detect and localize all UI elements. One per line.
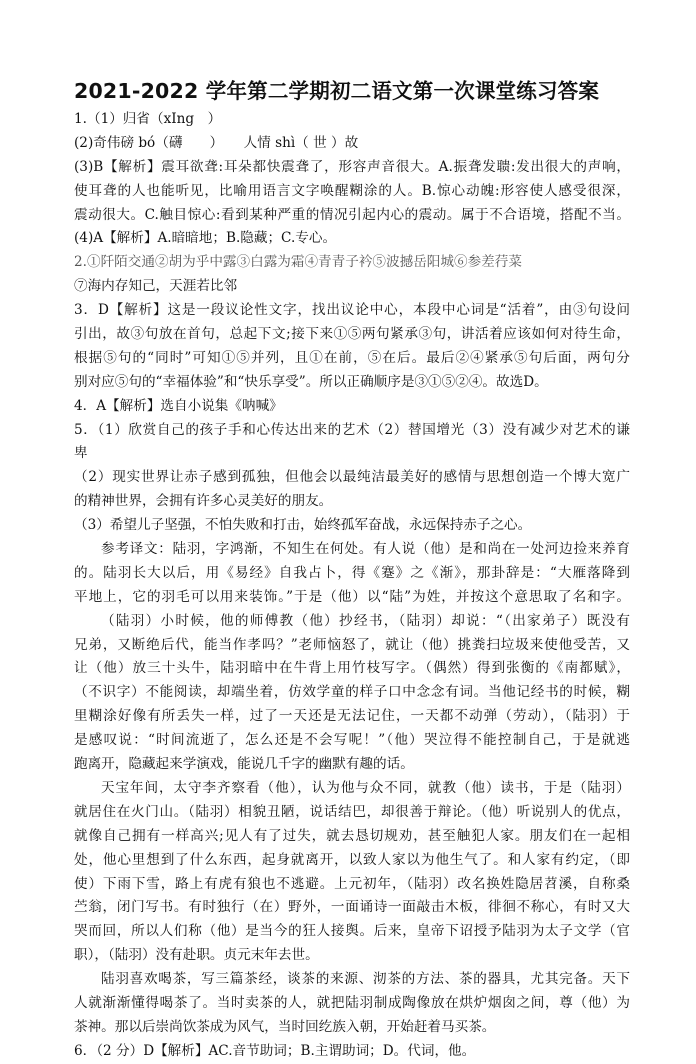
text-line: 卑: [74, 445, 88, 462]
text-line: （2）现实世界让赤子感到孤独，但他会以最纯洁最美好的感情与思想创造一个博大宽广: [74, 469, 630, 486]
text-line: 根据⑤句的“同时”可知①⑤并列，且①在前，⑤在后。最后②④紧承⑤句后面，两句分: [74, 349, 630, 366]
text-line: 平地上，它的羽毛可以用来装饰。”于是（他）以“陆”为姓，并按这个意思取了名和字。: [74, 588, 630, 605]
text-line: ⑦海内存知己，天涯若比邻: [74, 278, 238, 295]
text-line: 别对应⑤句的“幸福体验”和“快乐享受”。所以正确顺序是③①⑤②④。故选D。: [74, 373, 548, 390]
text-line: 参考译文：陆羽，字鸿渐，不知生在何处。有人说（他）是和尚在一处河边捡来养育: [101, 541, 630, 558]
text-line: 处，他心里想到了什么东西，起身就离开，以致人家以为他生气了。和人家有约定，（即: [74, 851, 630, 868]
answer-body: [74, 108, 630, 1064]
text-line: 震动很大。C.触目惊心:看到某种严重的情况引起内心的震动。属于不合语境，搭配不当。: [74, 206, 630, 223]
text-line: 人就渐渐懂得喝茶了。当时卖茶的人，就把陆羽制成陶像放在烘炉烟囱之间，尊（他）为: [74, 994, 630, 1011]
text-line: 的精神世界，会拥有许多心灵美好的朋友。: [74, 493, 333, 510]
text-line: 1.（1）归省（xIng ）: [74, 111, 222, 127]
text-line: 职），（陆羽）没有赴职。贞元末年去世。: [74, 947, 319, 964]
text-line: 就居住在火门山。（陆羽）相貌丑陋，说话结巴，却很善于辩论。（他）听说别人的优点，: [74, 803, 630, 820]
text-line: (3)B【解析】震耳欲聋:耳朵都快震聋了，形容声音很大。A.振聋发聩:发出很大的声响，: [74, 158, 630, 175]
text-line: 让（他）放三十头牛，陆羽暗中在牛背上用竹枝写字。（偶然）得到张衡的《南都赋》，: [74, 660, 630, 677]
text-line: 5．（1）欣赏自己的孩子手和心传达出来的艺术（2）替国增光（3）没有减少对艺术的谦: [74, 421, 630, 438]
text-line: 天宝年间，太守李齐察看（他），认为他与众不同，就教（他）读书，于是（陆羽）: [101, 779, 630, 796]
text-line: 就像自己拥有一样高兴;见人有了过失，就去恳切规劝，甚至触犯人家。朋友们在一起相: [74, 827, 630, 844]
text-line: 的。陆羽长大以后，用《易经》自我占卜，得《蹇》之《渐》，那卦辞是：“大雁落降到: [74, 564, 630, 581]
text-line: 6．（2 分）D【解析】AC.音节助词；B.主谓助词；D。代词，他。: [74, 1042, 476, 1059]
text-line: (4)A【解析】A.暗暗地；B.隐藏；C.专心。: [74, 230, 337, 247]
text-line: 4．A【解析】选自小说集《呐喊》: [74, 397, 283, 414]
text-line: 茶神。那以后崇尚饮茶成为风气，当时回纥族入朝，开始赶着马买茶。: [74, 1018, 496, 1035]
document-title: 2021-2022 学年第二学期初二语文第一次课堂练习答案: [74, 79, 600, 103]
text-line: （3）希望儿子坚强，不怕失败和打击，始终孤军奋战，永远保持赤子之心。: [74, 517, 532, 534]
text-line: (2)奇伟磅 bó（礴 ） 人情 shì（ 世 ）故: [74, 134, 359, 151]
text-line: 苎翁，闭门写书。有时独行（在）野外，一面诵诗一面敲击木板，徘徊不称心，有时又大: [74, 899, 630, 916]
text-line: 使）下雨下雪，路上有虎有狼也不逃避。上元初年，（陆羽）改名换姓隐居苕溪，自称桑: [74, 875, 630, 892]
text-line: 陆羽喜欢喝茶，写三篇茶经，谈茶的来源、沏茶的方法、茶的器具，尤其完备。天下: [101, 971, 630, 988]
text-line: （不识字）不能阅读，却端坐着，仿效学童的样子口中念念有词。当他记经书的时候，糊: [74, 684, 630, 701]
text-line: 引出，故③句放在首句，总起下文;接下来①⑤两句紧承③句，讲活着应该如何对待生命，: [74, 326, 630, 343]
text-line: （陆羽）小时候，他的师傅教（他）抄经书，（陆羽）却说：“（出家弟子）既没有: [101, 612, 630, 629]
text-line: 3．D【解析】这是一段议论性文字，找出议论中心，本段中心词是“活着”，由③句设问: [74, 302, 630, 319]
text-line: 2.①阡陌交通②胡为乎中露③白露为霜④青青子衿⑤波撼岳阳城⑥参差荇菜: [74, 254, 522, 271]
text-line: 使耳聋的人也能听见，比喻用语言文字唤醒糊涂的人。B.惊心动魄:形容使人感受很深，: [74, 182, 630, 199]
text-line: 是感叹说：“时间流逝了，怎么还是不会写呢！”（他）哭泣得不能控制自己，于是就逃: [74, 732, 630, 749]
answer-document: [74, 76, 630, 1064]
text-line: 里糊涂好像有所丢失一样，过了一天还是无法记住，一天都不动弹（劳动），（陆羽）于: [74, 708, 630, 725]
text-line: 跑离开，隐藏起来学演戏，能说几千字的幽默有趣的话。: [74, 756, 414, 773]
text-line: 哭而回，所以人们称（他）是当今的狂人接舆。后来，皇帝下诏授予陆羽为太子文学（官: [74, 923, 630, 940]
text-line: 兄弟，又断绝后代，能当作孝吗？”老师恼怒了，就让（他）挑粪扫垃圾来使他受苦，又: [74, 636, 630, 653]
